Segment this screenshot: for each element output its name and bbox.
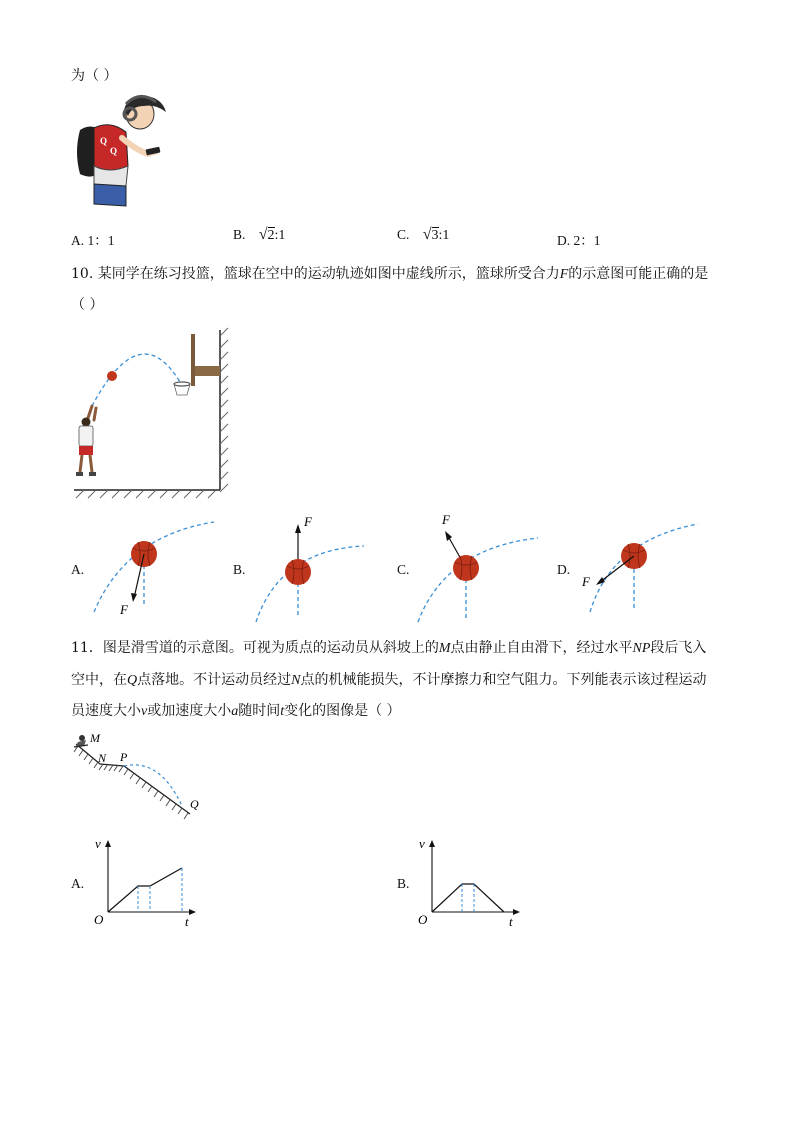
q9-option-d[interactable]: D. 2：1 <box>557 233 601 248</box>
q11-stem-line3: 员速度大小v或加速度大小a随时间t变化的图像是（ ） <box>71 703 401 719</box>
x-axis-label: t <box>185 914 189 928</box>
force-label: F <box>582 574 590 589</box>
q11-option-a-label[interactable]: A. <box>71 876 85 891</box>
q9-option-a[interactable]: A. 1：1 <box>71 233 115 248</box>
y-axis-label: v <box>95 836 101 851</box>
q9-option-c[interactable]: C. √3:1 <box>397 226 450 243</box>
q10-stem-line1: 10. 某同学在练习投篮，篮球在空中的运动轨迹如图中虚线所示，篮球所受合力F的示意图可能正确的是 <box>71 266 709 282</box>
label-q: Q <box>190 797 199 811</box>
svg-text:Q: Q <box>100 136 108 146</box>
q10-option-b-label[interactable]: B. <box>233 562 246 577</box>
q10-option-b-diagram[interactable] <box>250 510 370 624</box>
q10-option-c-diagram[interactable] <box>412 508 542 624</box>
q10-option-a-diagram[interactable] <box>88 518 218 624</box>
basketball-trajectory-figure <box>70 326 230 502</box>
svg-text:Q: Q <box>110 146 118 156</box>
y-axis-label: v <box>419 836 425 851</box>
ski-slope-figure <box>70 730 210 826</box>
x-axis-label: t <box>509 914 513 928</box>
q11-option-b-graph[interactable] <box>414 836 524 928</box>
label-m: M <box>90 731 100 745</box>
q10-option-d-label[interactable]: D. <box>557 562 571 577</box>
q10-option-c-label[interactable]: C. <box>397 562 410 577</box>
q9-option-b[interactable]: B. √2:1 <box>233 226 286 243</box>
force-label: F <box>442 512 450 527</box>
q10-option-d-diagram[interactable] <box>572 516 702 616</box>
q11-stem-line1: 11．图是滑雪道的示意图。可视为质点的运动员从斜坡上的M点由静止自由滑下，经过水平NP段后飞入 <box>71 640 707 656</box>
q10-answer-blank: （ ） <box>71 297 104 313</box>
q9-prefix: 为（ ） <box>71 68 118 84</box>
q10-option-a-label[interactable]: A. <box>71 562 85 577</box>
q11-option-a-graph[interactable] <box>90 836 200 928</box>
q11-stem-line2: 空中，在Q点落地。不计运动员经过N点的机械能损失，不计摩擦力和空气阻力。下列能表示该过程运动 <box>71 672 707 688</box>
force-label: F <box>304 514 312 529</box>
q11-option-b-label[interactable]: B. <box>397 876 410 891</box>
origin-label: O <box>94 912 104 927</box>
label-n: N <box>98 751 107 765</box>
force-label: F <box>120 602 128 617</box>
label-p: P <box>120 750 128 764</box>
origin-label: O <box>418 912 428 927</box>
person-with-phone-illustration <box>70 92 170 210</box>
